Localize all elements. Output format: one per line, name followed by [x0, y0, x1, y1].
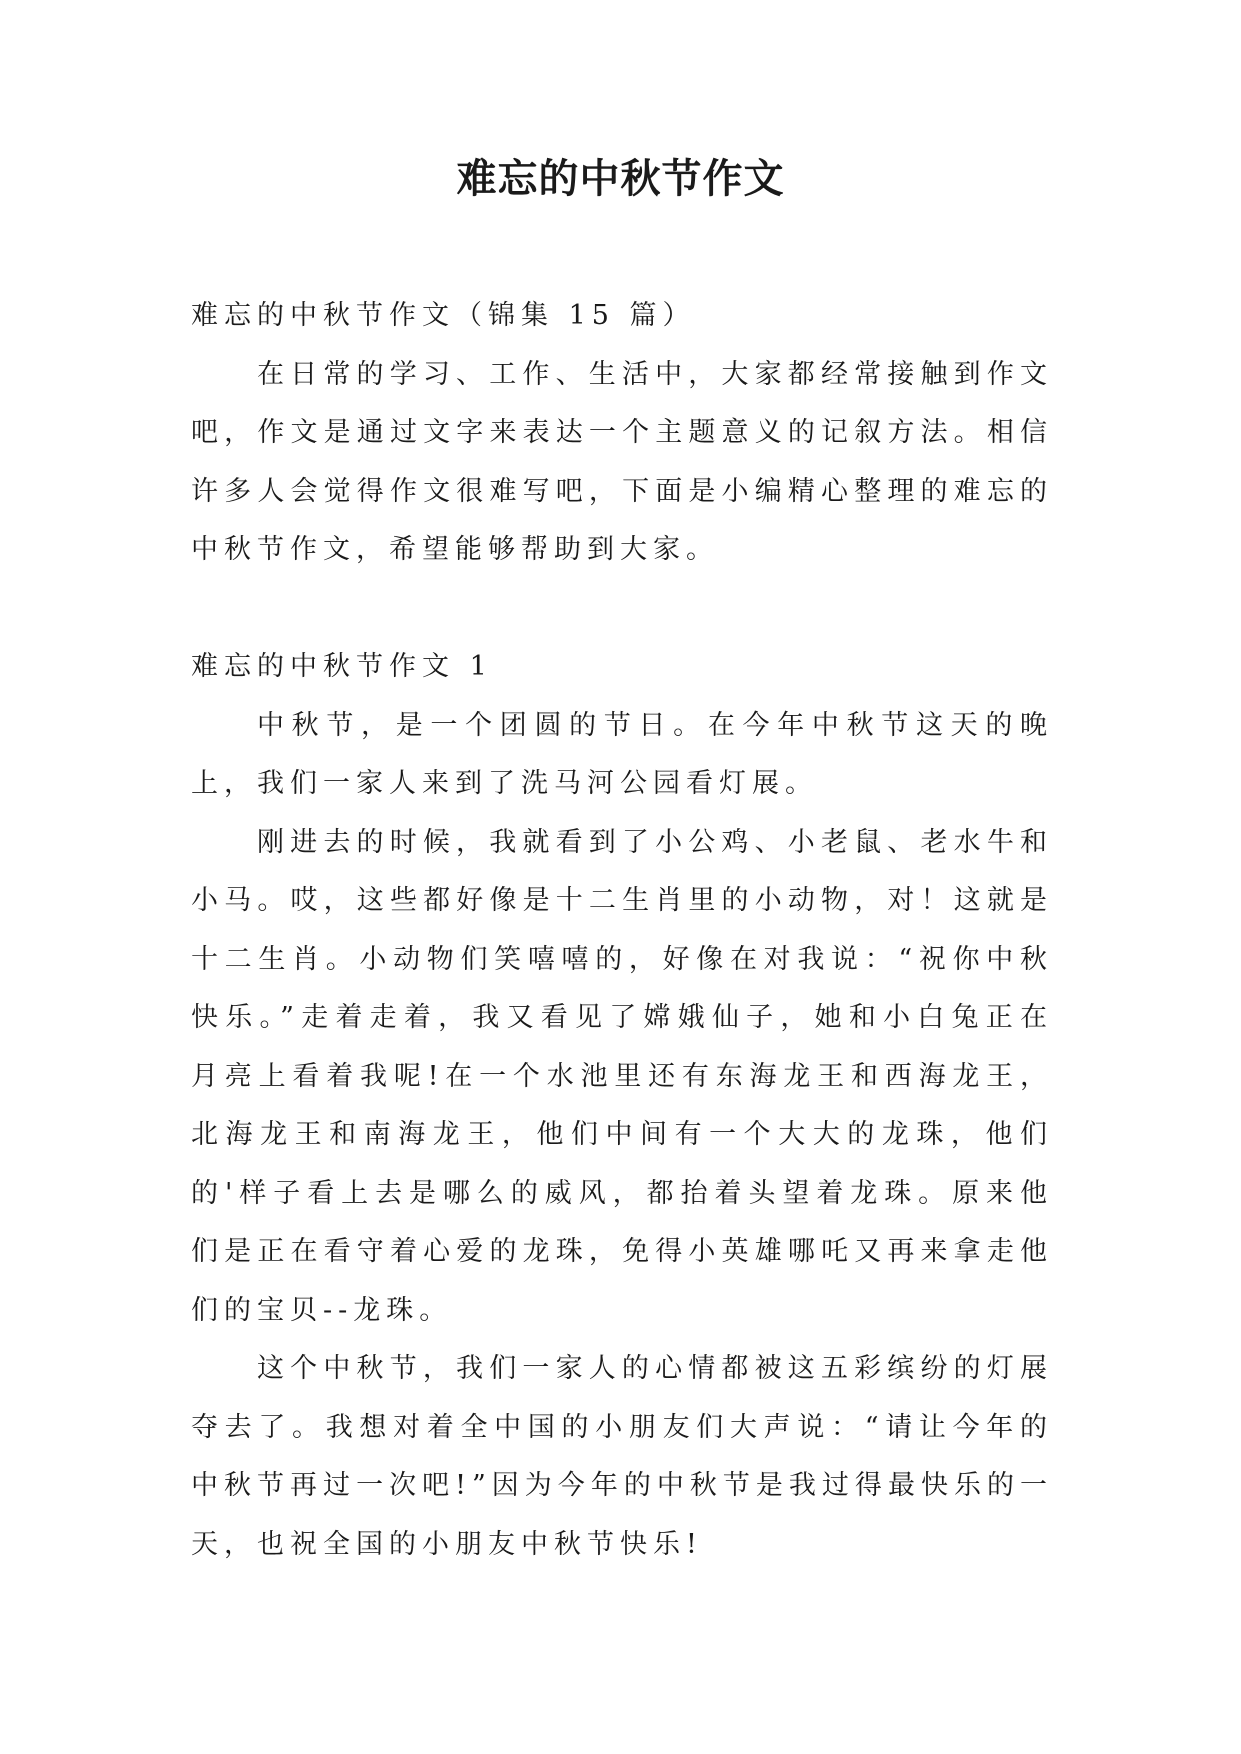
body-paragraph-1: 中秋节，是一个团圆的节日。在今年中秋节这天的晚上，我们一家人来到了洗马河公园看灯展。: [191, 709, 1053, 799]
intro-paragraph: 在日常的学习、工作、生活中，大家都经常接触到作文吧，作文是通过文字来表达一个主题意义的记叙方法。相信许多人会觉得作文很难写吧，下面是小编精心整理的难忘的中秋节作文，希望能够帮助到大家。: [191, 358, 1053, 565]
body-paragraph-2: 刚进去的时候，我就看到了小公鸡、小老鼠、老水牛和小马。哎，这些都好像是十二生肖里的小动物，对！这就是十二生肖。小动物们笑嘻嘻的，好像在对我说：“祝你中秋快乐。”走着走着，我又看见了嫦娥仙子，她和小白兔正在月亮上看着我呢!在一个水池里还有东海龙王和西海龙王，北海龙王和南海龙王，他们中间有一个大大的龙珠，他们的'样子看上去是哪么的威风，都抬着头望着龙珠。原来他们是正在看守着心爱的龙珠，免得小英雄哪吒又再来拿走他们的宝贝--龙珠。: [191, 826, 1053, 1326]
body-paragraph-3: 这个中秋节，我们一家人的心情都被这五彩缤纷的灯展夺去了。我想对着全中国的小朋友们大声说：“请让今年的中秋节再过一次吧!”因为今年的中秋节是我过得最快乐的一天，也祝全国的小朋友中秋节快乐!: [191, 1353, 1053, 1560]
section-spacer: [191, 580, 1053, 639]
document-body: [191, 287, 1053, 1574]
document-title: 难忘的中秋节作文: [456, 155, 785, 202]
section-heading: 难忘的中秋节作文 1: [191, 651, 493, 682]
collection-subtitle: 难忘的中秋节作文（锦集 15 篇）: [191, 300, 696, 331]
